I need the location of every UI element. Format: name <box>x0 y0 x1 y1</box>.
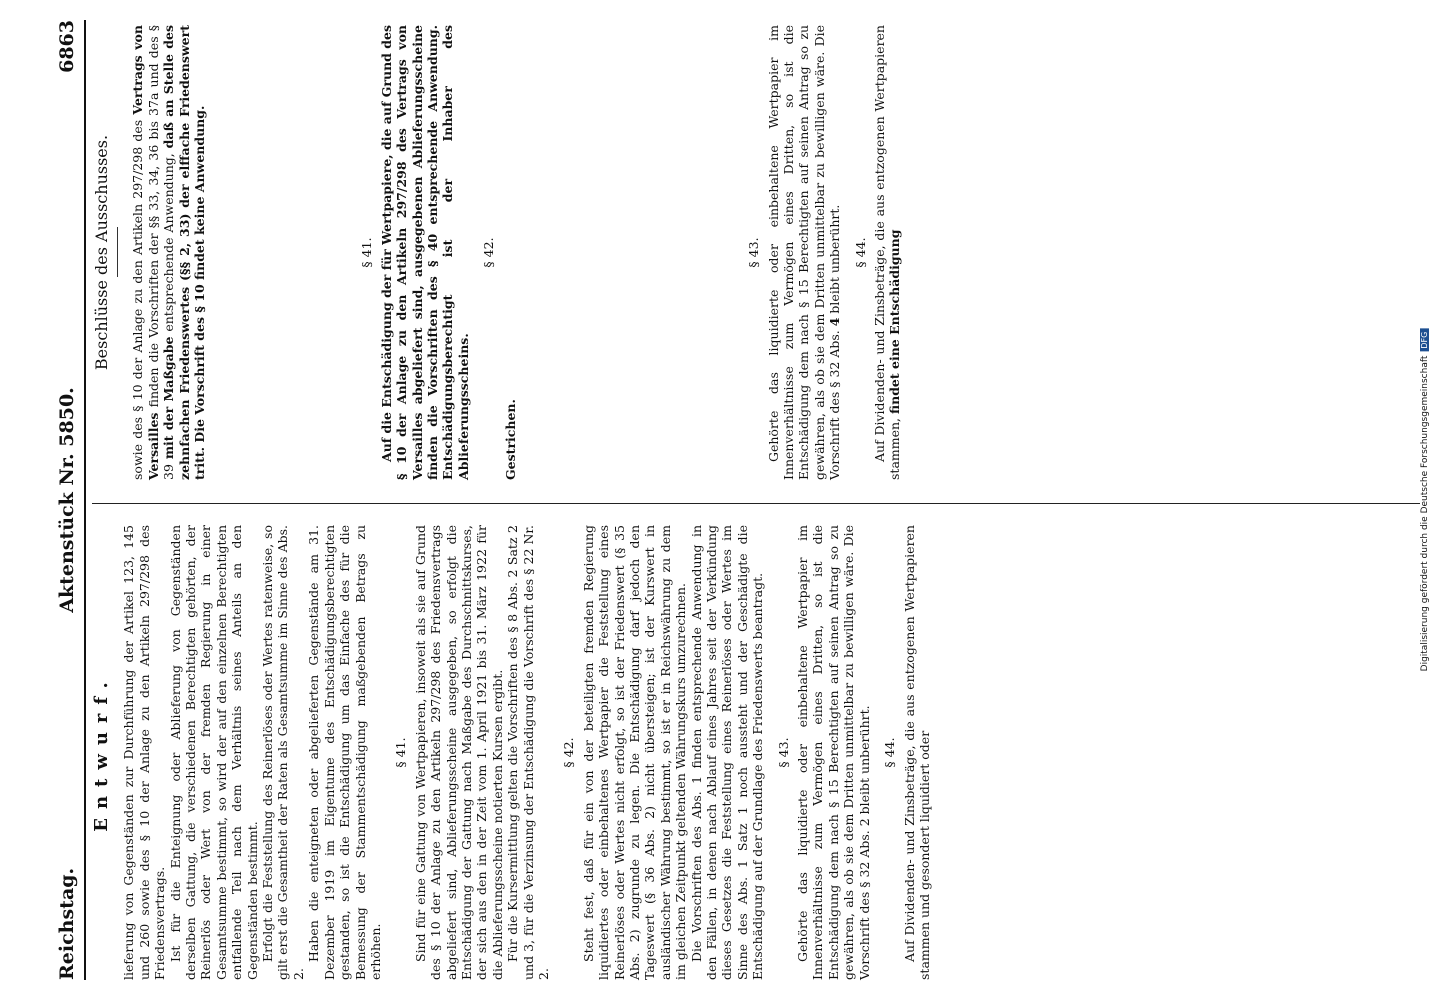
paragraph <box>766 25 843 480</box>
paragraph: Auf die Entschädigung der für Wertpapiere, die auf Grund des § 10 der Anlage zu den Artikeln 297/298 des Vertrags von Versailles abgeliefert sind, ausgegebenen Ablieferungsscheine finden die Vorschriften des § 40 entsprechende Anwendung. Entschädigungsberechtigt ist der Inhaber des Ablieferungsscheins. <box>378 25 471 480</box>
text-run: finden die Vorschriften der §§ 33, 34, 36 bis 37a und des § 39 <box>145 25 177 480</box>
paragraph: Sind für eine Gattung von Wertpapieren, insoweit als sie auf Grund des § 10 der Anlage zu den Artikeln 297/298 des Friedensvertrags abgeliefert sind, Ablieferungsscheine ausgegeben, so erfolgt die Entschädigung der Gattung nach Maßgabe des Durchschnittskurses, der sich aus den in der Zeit vom 1. April 1921 bis 31. März 1922 für die Ablieferungsscheine notierten Kursen ergibt. <box>412 525 505 980</box>
left-column-draft <box>92 525 1420 980</box>
section-heading: § 43. <box>775 737 791 768</box>
paragraph: Auf Dividenden- und Zinsbeträge, die aus entzogenen Wertpapieren stammen und gesondert liquidiert oder <box>901 525 932 980</box>
section-heading: § 41. <box>359 237 375 268</box>
paragraph: Gehörte das liquidierte oder einbehaltene Wertpapier im Innenverhältnisse zum Vermögen eines Dritten, so ist die Entschädigung dem nach § 15 Berechtigten auf seinen Antrag so zu gewähren, als ob sie dem Dritten unmittelbar zu bewilligen wäre. Die Vorschrift des § 32 Abs. 2 bleibt unberührt. <box>795 525 872 980</box>
emphasis-run: findet eine Entschädigung <box>887 229 903 414</box>
header-rule <box>84 20 86 980</box>
section-heading: § 43. <box>746 237 762 268</box>
paragraph: Haben die enteigneten oder abgelieferten Gegenstände am 31. Dezember 1919 im Eigentume des Entschädigungsberechtigten gestanden, so ist die Entschädigung um das Einfache des für die Bemessung der Stammentschädigung maßgebenden Betrags zu erhöhen. <box>306 525 383 980</box>
title-rule <box>117 228 118 278</box>
text-run: sowie des § 10 der Anlage zu den Artikeln 297/298 des <box>130 119 146 480</box>
paragraph: lieferung von Gegenständen zur Durchführung der Artikel 123, 145 und 260 sowie des § 10 der Anlage zu den Artikeln 297/298 des Friedensvertrags. <box>121 525 168 980</box>
digitization-note-text: Digitalisierung gefördert durch die Deutsche Forschungsgemeinschaft <box>1420 355 1430 672</box>
section-heading: § 44. <box>852 237 868 268</box>
emphasis-run: Vertrags von Versailles <box>130 25 161 480</box>
spacer <box>518 25 736 480</box>
text-run: bleibt unberührt. <box>827 204 843 314</box>
digitization-note <box>1420 329 1430 672</box>
paragraph: Steht fest, daß für ein von der beteiligten fremden Regierung liquidiertes oder einbehaltenes Wertpapier die Feststellung eines Reinerlöses oder Wertes nicht erfolgt, so ist der Friedenswert (§ 35 Abs. 2) zugrunde zu legen. Die Entschädigung darf jedoch den Tageswert (§ 36 Abs. 2) nicht übersteigen; ist der Kurswert in ausländischer Währung bestimmt, so ist er in Reichswährung zu dem im gleichen Zeitpunkt geltenden Währungskurs umzurechnen. <box>580 525 689 980</box>
left-column-title: Entwurf. <box>91 673 112 832</box>
column-divider <box>92 503 1420 504</box>
spacer <box>207 25 349 480</box>
right-column-committee <box>92 25 1420 480</box>
page-header <box>50 20 84 980</box>
paragraph <box>130 25 207 480</box>
header-left: Reichstag. <box>56 867 78 980</box>
emphasis-run: mit der Maßgabe <box>161 336 177 460</box>
right-column-title: Beschlüsse des Ausschusses. <box>92 134 111 371</box>
section-heading: § 42. <box>481 237 497 268</box>
section-heading: § 44. <box>882 737 898 768</box>
header-document-number: Aktenstück Nr. 5850. <box>56 387 78 613</box>
document-page <box>50 20 1420 980</box>
emphasis-run: 4 <box>827 317 843 327</box>
paragraph: Ist für die Enteignung oder Ablieferung von Gegenständen derselben Gattung, die verschiedenen Berechtigten gehörten, der Reinerlös oder Wert von der fremden Regierung in einer Gesamtsumme bestimmt, so wird der auf den einzelnen Berechtigten entfallende Teil nach dem Verhältnis seines Anteils an den Gegenständen bestimmt. <box>167 525 260 980</box>
text-run: Gehörte das liquidierte oder einbehaltene Wertpapier im Innenverhältnisse zum Vermögen eines Dritten, so ist die Entschädigung dem nach § 15 Berechtigten auf seinen Antrag so zu gewähren, als ob sie dem Dritten unmittelbar zu bewilligen wäre. Die Vorschrift des § 32 Abs. <box>765 25 843 480</box>
paragraph: Gestrichen. <box>502 399 518 480</box>
section-heading: § 41. <box>393 737 409 768</box>
text-run: Auf Dividenden- und Zinsbeträge, die aus entzogenen Wertpapieren stammen, <box>871 25 903 480</box>
page-number: 6863 <box>56 20 78 73</box>
paragraph: Für die Kursermittlung gelten die Vorschriften des § 8 Abs. 2 Satz 2 und 3, für die Verzinsung der Entschädigung die Vorschrift des § 22 Nr. 2. <box>505 525 551 980</box>
section-heading: § 42. <box>561 737 577 768</box>
text-run: entsprechende Anwendung, <box>161 153 177 332</box>
dfg-logo: DFG <box>1420 329 1429 352</box>
paragraph <box>872 25 903 480</box>
paragraph: Erfolgt die Feststellung des Reinerlöses oder Wertes ratenweise, so gilt erst die Gesamtheit der Raten als Gesamtsumme im Sinne des Abs. 2. <box>260 525 306 980</box>
emphasis-run: daß an Stelle des zehnfachen Friedenswertes (§§ 2, 33) der elffache Friedenswert tritt. Die Vorschrift des § 10 findet keine Anwendung. <box>161 25 208 480</box>
paragraph: Die Vorschriften des Abs. 1 finden entsprechende Anwendung in den Fällen, in denen nach Ablauf eines Jahres seit der Verkündung dieses Gesetzes die Feststellung eines Reinerlöses oder Wertes im Sinne des Abs. 1 Satz 1 noch aussteht und der Geschädigte die Entschädigung auf der Grundlage des Friedenswerts beantragt. <box>688 525 766 980</box>
